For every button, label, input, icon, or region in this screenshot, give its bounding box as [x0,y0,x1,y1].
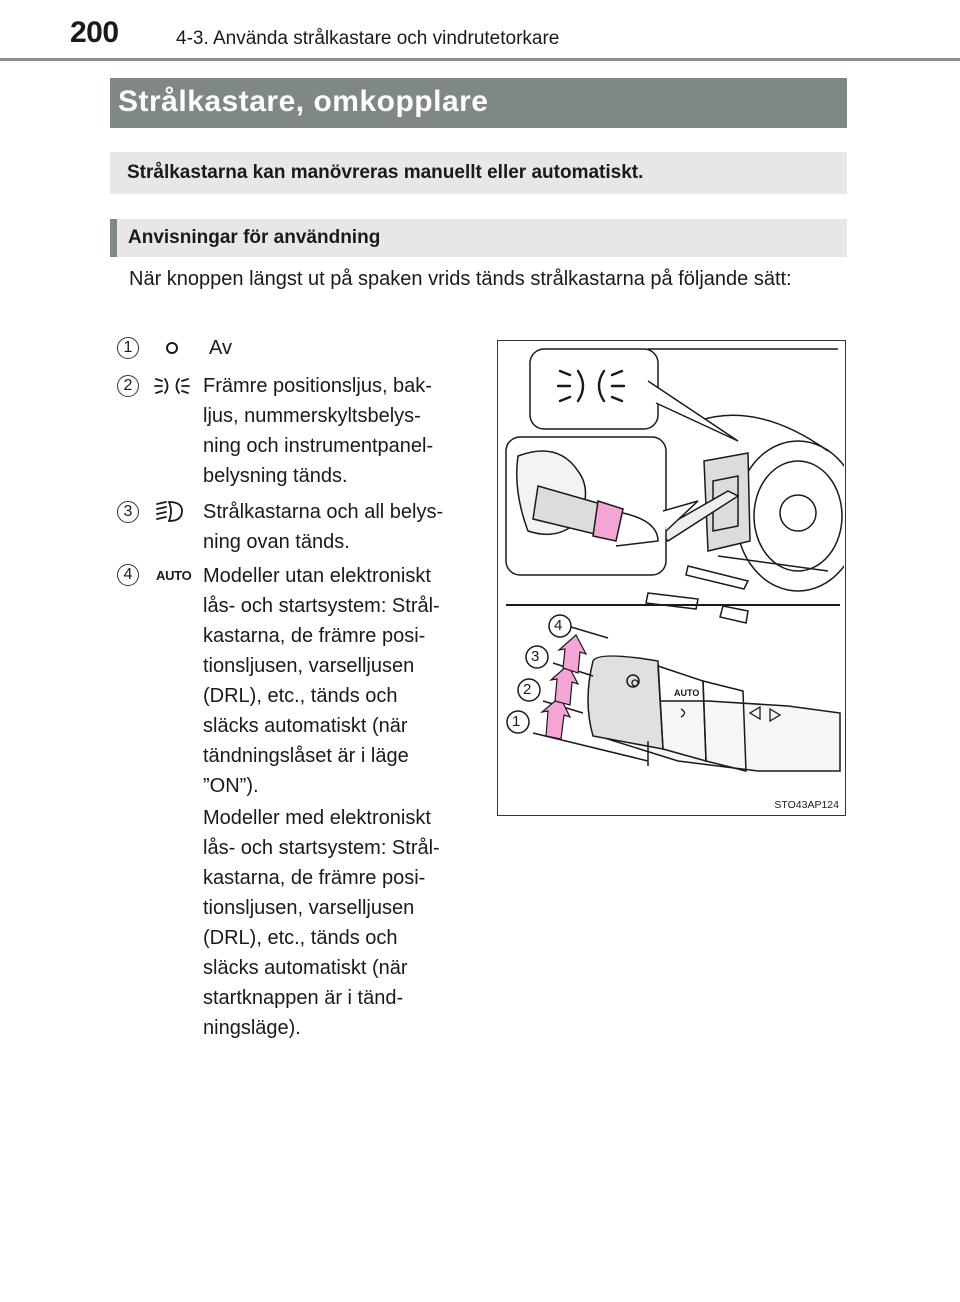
item-text-4 [203,561,476,801]
item-text-4b [203,803,476,1043]
switch-auto-label: AUTO [674,688,700,698]
page-number: 200 [70,16,119,49]
item-line: kastarna, de främre posi- [203,625,426,647]
item-number-2: 2 [117,375,139,397]
item-number-1: 1 [117,337,139,359]
item-line: lås- och startsystem: Strål- [203,837,440,859]
item-line: Modeller utan elektroniskt [203,565,431,587]
item-line: släcks automatiskt (när [203,957,408,979]
item-line: Modeller med elektroniskt [203,807,431,829]
item-line: (DRL), etc., tänds och [203,685,398,707]
item-line: startknappen är i tänd- [203,987,404,1009]
headlight-switch-figure [497,340,846,816]
item-line: Strålkastarna och all belys- [203,501,444,523]
intro-box [110,152,847,194]
item-line: kastarna, de främre posi- [203,867,426,889]
item-line: ning och instrumentpanel- [203,435,434,457]
headlights-icon [154,499,190,525]
item-line: ning ovan tänds. [203,531,350,553]
item-line: släcks automatiskt (när [203,715,408,737]
chapter-title: 4-3. Använda strålkastare och vindrutetorkare [176,28,560,49]
figure-code: STO43AP124 [774,799,839,811]
callout-4: 4 [554,617,563,634]
item-text-2 [203,371,476,491]
section-title-bar [110,78,847,128]
subsection-title: Anvisningar för användning [128,227,381,248]
item-line: ”ON”). [203,775,259,797]
item-line: belysning tänds. [203,465,348,487]
item-line: tionsljusen, varselljusen [203,897,415,919]
item-line: ljus, nummerskyltsbelys- [203,405,421,427]
item-line: Av [209,337,232,359]
item-line: ningsläge). [203,1017,301,1039]
callout-3: 3 [531,648,540,665]
item-text-1 [209,333,482,363]
instructions-text: När knoppen längst ut på spaken vrids tänds strålkastarna på följande sätt: [129,268,792,290]
intro-text: Strålkastarna kan manövreras manuellt eller automatiskt. [127,162,644,183]
position-lights-icon [154,373,190,399]
item-line: (DRL), etc., tänds och [203,927,398,949]
off-icon [154,335,190,361]
item-line: lås- och startsystem: Strål- [203,595,440,617]
item-line: tionsljusen, varselljusen [203,655,415,677]
item-number-4: 4 [117,564,139,586]
figure-illustration [498,341,844,814]
header-rule [0,58,960,61]
callout-1: 1 [512,713,521,730]
item-line: Främre positionsljus, bak- [203,375,432,397]
auto-icon: AUTO [156,568,192,583]
subsection-bar [110,219,847,257]
section-title: Strålkastare, omkopplare [118,85,489,118]
item-line: tändningslåset är i läge [203,745,409,767]
callout-2: 2 [523,681,532,698]
item-text-3 [203,497,476,557]
item-number-3: 3 [117,501,139,523]
